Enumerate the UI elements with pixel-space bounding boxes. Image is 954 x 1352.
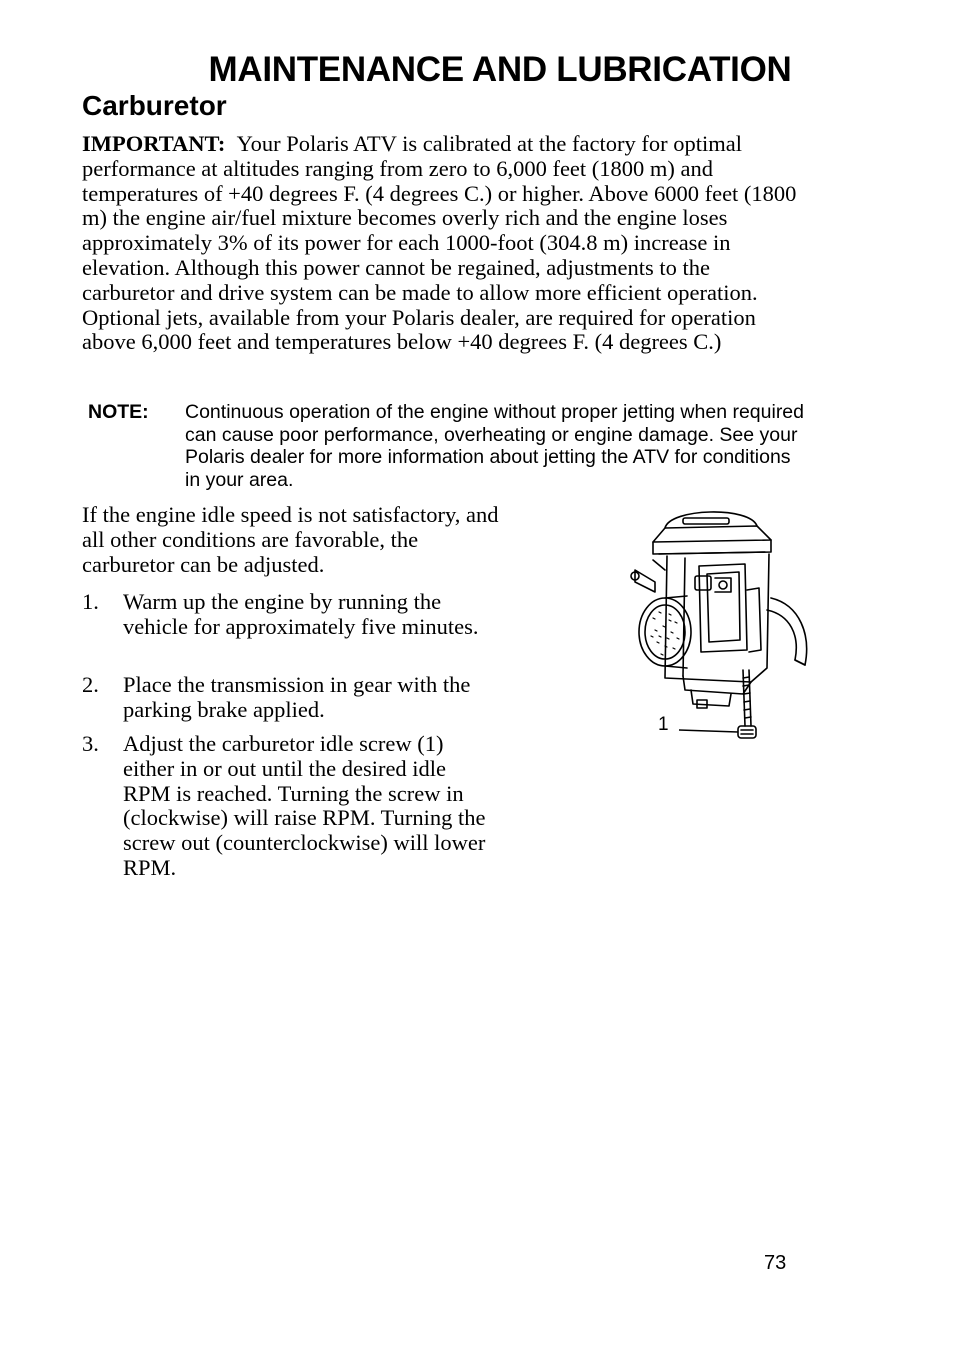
section-title: Carburetor <box>82 90 227 121</box>
step-number: 2. <box>82 672 99 697</box>
important-paragraph <box>82 132 804 355</box>
page-number: 73 <box>764 1252 787 1274</box>
important-label: IMPORTANT: <box>82 131 226 156</box>
step-text: Adjust the carburetor idle screw (1) either in or out until the desired idle RPM is reached. Turning the screw in (clockwise) will raise RPM. Turning the screw out (counterclockwise) will lower RPM. <box>123 731 486 880</box>
note-label: NOTE: <box>88 401 149 423</box>
step-number: 3. <box>82 731 99 756</box>
important-text: Your Polaris ATV is calibrated at the factory for optimal performance at altitudes ranging from zero to 6,000 feet (1800 m) and temperatures of +40 degrees F. (4 degrees C.) or higher. Above 6000 feet (1800 m) the engine air/fuel mixture becomes overly rich and the engine loses approximately 3% of its power for each 1000-foot (304.8 m) increase in elevation. Although this power cannot be regained, adjustments to the carburetor and drive system can be made to allow more efficient operation. Optional jets, available from your Polaris dealer, are required for operation above 6,000 feet and temperatures below +40 degrees F. (4 degrees C.) <box>82 131 797 355</box>
step-number: 1. <box>82 589 99 614</box>
note-text: Continuous operation of the engine without proper jetting when required can cause poor performance, overheating or engine damage. See your Polaris dealer for more information about jetting the ATV for conditions in your area. <box>185 401 805 492</box>
carburetor-illustration-icon <box>625 500 820 750</box>
page-title: MAINTENANCE AND LUBRICATION <box>208 50 792 89</box>
step-text: Place the transmission in gear with the parking brake applied. <box>123 672 471 722</box>
step-text: Warm up the engine by running the vehicle for approximately five minutes. <box>123 589 479 639</box>
idle-intro-paragraph: If the engine idle speed is not satisfactory, and all other conditions are favorable, the carburetor can be adjusted. <box>82 502 499 577</box>
idle-screw-callout: 1 <box>658 714 669 735</box>
